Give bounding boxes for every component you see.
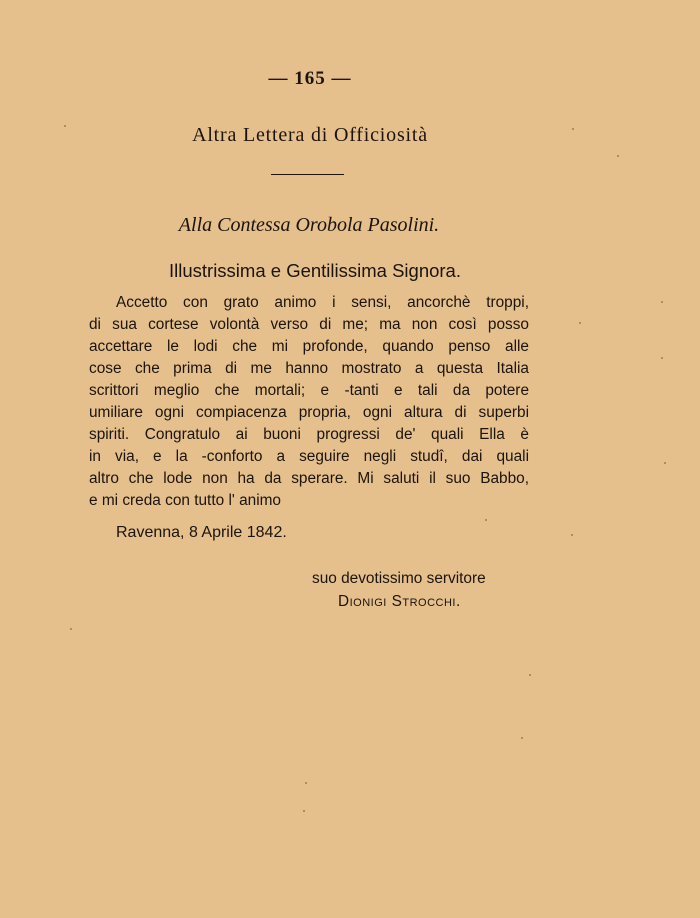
paper-speck	[64, 125, 66, 127]
body-line: scrittori meglio che mortali; e -tanti e tali da potere	[89, 382, 529, 399]
paper-speck	[305, 782, 307, 784]
body-line: cose che prima di me hanno mostrato a questa Italia	[89, 360, 529, 377]
body-line: spiriti. Congratulo ai buoni progressi de' quali Ella è	[89, 426, 529, 443]
letter-salutation: Illustrissima e Gentilissima Signora.	[169, 260, 461, 281]
body-line: e mi creda con tutto l' animo	[89, 492, 281, 509]
paper-speck	[485, 519, 487, 521]
body-line: Accetto con grato animo i sensi, ancorchè troppi,	[116, 294, 529, 311]
title-rule	[271, 174, 344, 175]
paper-speck	[617, 155, 619, 157]
letter-signature: Dionigi Strocchi.	[338, 593, 461, 610]
page-number: — 165 —	[268, 68, 352, 89]
paper-speck	[521, 737, 523, 739]
paper-speck	[661, 357, 663, 359]
letter-addressee: Alla Contessa Orobola Pasolini.	[178, 214, 440, 236]
body-line: di sua cortese volontà verso di me; ma non così posso	[89, 316, 529, 333]
body-line: accettare le lodi che mi profonde, quando penso alle	[89, 338, 529, 355]
letter-closing: suo devotissimo servitore	[312, 570, 486, 587]
body-line: umiliare ogni compiacenza propria, ogni altura di superbi	[89, 404, 529, 421]
paper-speck	[70, 628, 72, 630]
paper-speck	[664, 462, 666, 464]
paper-speck	[661, 301, 663, 303]
letter-dateline: Ravenna, 8 Aprile 1842.	[116, 524, 287, 541]
paper-speck	[572, 128, 574, 130]
body-line: in via, e la -conforto a seguire negli studî, dai quali	[89, 448, 529, 465]
letter-body	[89, 292, 529, 512]
body-line: altro che lode non ha da sperare. Mi saluti il suo Babbo,	[89, 470, 529, 487]
paper-speck	[529, 674, 531, 676]
paper-speck	[579, 322, 581, 324]
section-title: Altra Lettera di Officiosità	[192, 124, 428, 146]
paper-speck	[571, 534, 573, 536]
paper-speck	[303, 810, 305, 812]
